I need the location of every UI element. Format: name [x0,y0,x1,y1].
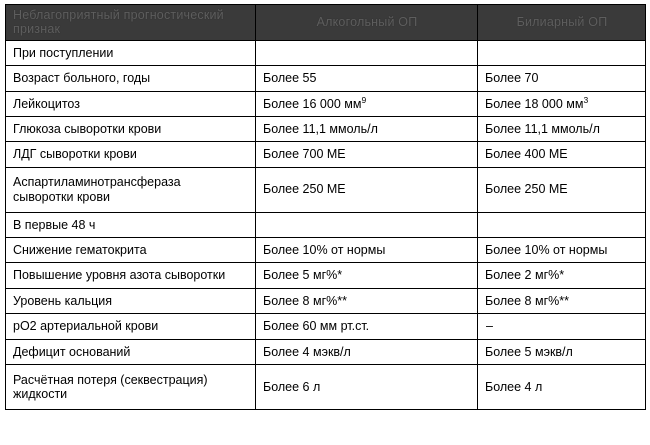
cell-biliary-age: Более 70 [478,66,646,91]
table-row [6,167,646,212]
value-text: – [486,319,493,334]
cell-alcoholic-ldh: Более 700 МЕ [256,142,478,167]
value-text: Более 16 000 мм [263,96,362,111]
row-label-line-1: Расчётная потеря (секвестрация) [13,372,208,387]
empty-cell [256,40,478,65]
cell-biliary-fluid-sequestration: Более 4 л [478,364,646,409]
table-row [6,116,646,141]
column-header-biliary: Билиарный ОП [478,5,646,41]
row-label-glucose: Глюкоза сыворотки крови [6,116,256,141]
table-row [6,238,646,263]
table-row [6,314,646,339]
row-label-ast [6,167,256,212]
cell-alcoholic-base-deficit: Более 4 мэкв/л [256,339,478,364]
table-row [6,142,646,167]
empty-cell [478,40,646,65]
cell-alcoholic-leukocytosis [256,91,478,116]
table-row [6,66,646,91]
row-label-urea-nitrogen: Повышение уровня азота сыворотки [6,263,256,288]
superscript: 3 [583,94,589,105]
prognostic-criteria-table [5,4,646,410]
section-label-admission: При поступлении [6,40,256,65]
row-label-base-deficit: Дефицит оснований [6,339,256,364]
table-row [6,40,646,65]
table-row [6,212,646,237]
column-header-alcoholic: Алкогольный ОП [256,5,478,41]
empty-cell [256,212,478,237]
cell-alcoholic-calcium: Более 8 мг%** [256,288,478,313]
table-row [6,91,646,116]
table-row [6,364,646,409]
row-label-line-2: сыворотки крови [13,189,110,204]
row-label-line-1: Аспартиламинотрансфераза [13,175,181,190]
row-label-po2: pO2 артериальной крови [6,314,256,339]
cell-alcoholic-fluid-sequestration: Более 6 л [256,364,478,409]
cell-biliary-calcium: Более 8 мг%** [478,288,646,313]
value-text: Более 18 000 мм [485,96,584,111]
row-label-calcium: Уровень кальция [6,288,256,313]
cell-biliary-leukocytosis [478,91,646,116]
cell-biliary-po2 [478,314,646,339]
row-label-fluid-sequestration [6,364,256,409]
cell-alcoholic-hematocrit: Более 10% от нормы [256,238,478,263]
section-label-first-48h: В первые 48 ч [6,212,256,237]
column-header-sign: Неблагоприятный прогностический признак [6,5,256,41]
table-row [6,339,646,364]
cell-alcoholic-ast: Более 250 МЕ [256,167,478,212]
cell-biliary-base-deficit: Более 5 мэкв/л [478,339,646,364]
cell-biliary-urea-nitrogen: Более 2 мг%* [478,263,646,288]
row-label-ldh: ЛДГ сыворотки крови [6,142,256,167]
cell-biliary-ast: Более 250 МЕ [478,167,646,212]
cell-alcoholic-glucose: Более 11,1 ммоль/л [256,116,478,141]
cell-alcoholic-po2: Более 60 мм рт.ст. [256,314,478,339]
row-label-line-2: жидкости [13,386,68,401]
cell-biliary-ldh: Более 400 МЕ [478,142,646,167]
row-label-hematocrit: Снижение гематокрита [6,238,256,263]
table-row [6,288,646,313]
cell-biliary-glucose: Более 11,1 ммоль/л [478,116,646,141]
table-row [6,263,646,288]
superscript: 9 [361,94,367,105]
empty-cell [478,212,646,237]
cell-alcoholic-urea-nitrogen: Более 5 мг%* [256,263,478,288]
row-label-leukocytosis: Лейкоцитоз [6,91,256,116]
row-label-age: Возраст больного, годы [6,66,256,91]
cell-alcoholic-age: Более 55 [256,66,478,91]
table-header-row [6,5,646,41]
cell-biliary-hematocrit: Более 10% от нормы [478,238,646,263]
